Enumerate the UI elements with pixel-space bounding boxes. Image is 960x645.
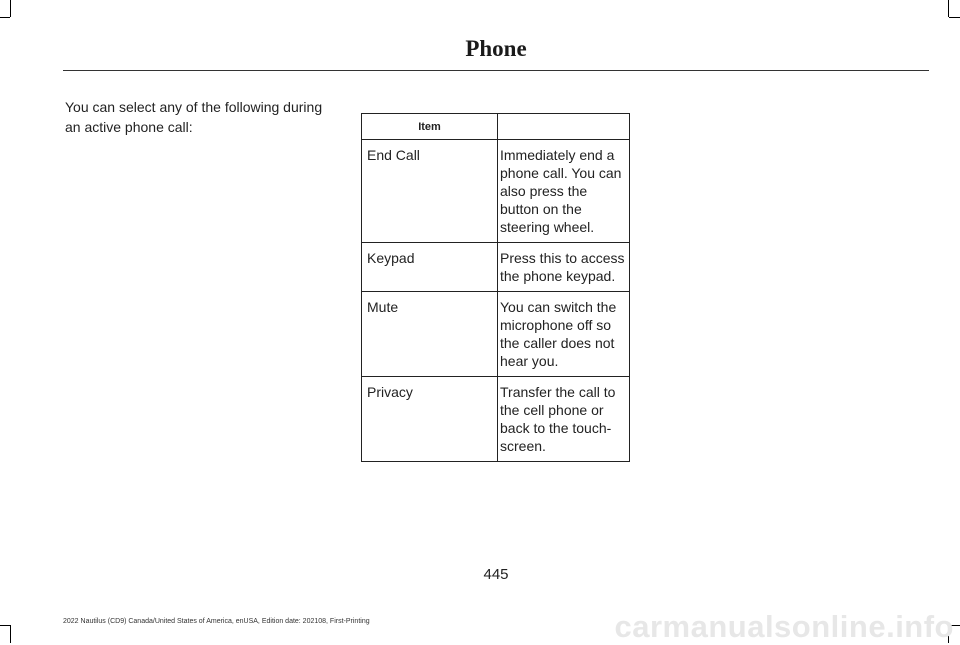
table-row: [362, 140, 630, 243]
crop-mark: [0, 625, 10, 626]
table-cell-description: Transfer the call to the cell phone or back to the touch-screen.: [498, 377, 630, 462]
crop-mark: [949, 17, 960, 18]
crop-mark: [10, 625, 11, 643]
footer-edition-info: 2022 Nautilus (CD9) Canada/United States of America, enUSA, Edition date: 202108, First-Printing: [63, 618, 370, 625]
table-cell-item: End Call: [362, 140, 498, 243]
phone-call-options-table: [361, 113, 630, 462]
watermark-logo: carmanualsonline.info: [614, 609, 954, 644]
crop-mark: [10, 0, 11, 17]
table-cell-description: Press this to access the phone keypad.: [498, 243, 630, 292]
table-row: [362, 243, 630, 292]
column-header-item: Item: [362, 114, 498, 140]
table-row: [362, 292, 630, 377]
table-header-row: [362, 114, 630, 140]
table-cell-description: You can switch the microphone off so the caller does not hear you.: [498, 292, 630, 377]
table-cell-item: Privacy: [362, 377, 498, 462]
page-number: 445: [483, 566, 509, 583]
crop-mark: [948, 0, 949, 17]
page-title: Phone: [465, 36, 527, 61]
crop-mark: [0, 17, 10, 18]
column-header-description: [498, 114, 630, 140]
table-cell-item: Keypad: [362, 243, 498, 292]
table-cell-description: Immediately end a phone call. You can also press the button on the steering wheel.: [498, 140, 630, 243]
title-divider: [63, 70, 929, 71]
table-row: [362, 377, 630, 462]
intro-paragraph: You can select any of the following during an active phone call:: [65, 99, 323, 135]
table-cell-item: Mute: [362, 292, 498, 377]
